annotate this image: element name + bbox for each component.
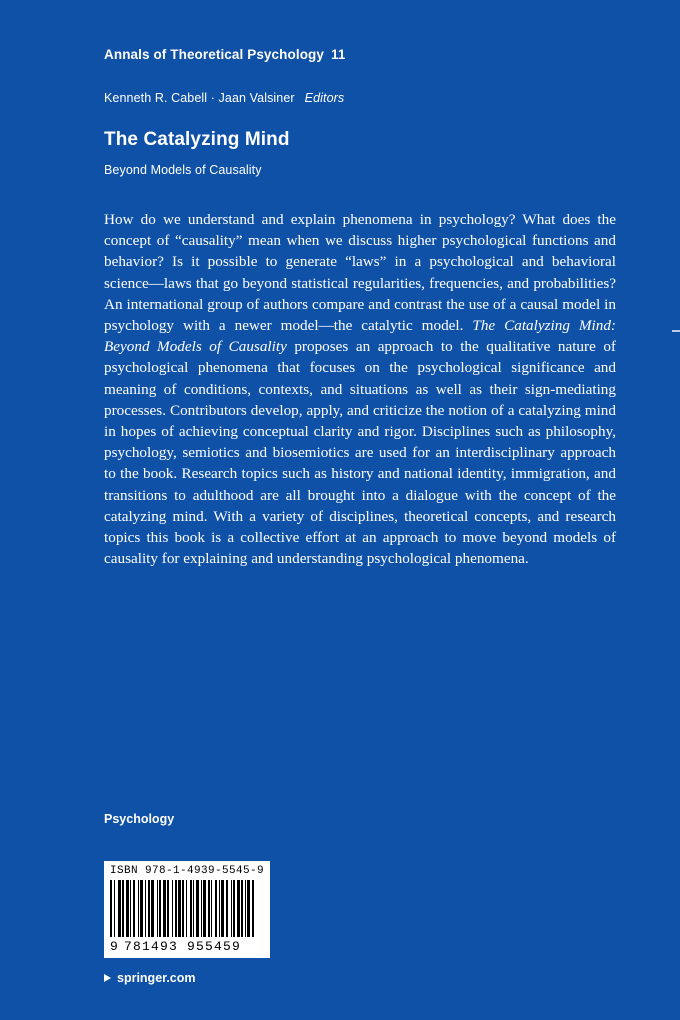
book-title: The Catalyzing Mind (104, 129, 290, 150)
blurb-italic-title: The Catalyzing Mind: Beyond Models of Causality (104, 317, 616, 356)
barcode-bars (110, 880, 264, 937)
editors-role-label: Editors (304, 91, 345, 105)
series-line (104, 47, 620, 62)
isbn-label: ISBN 978-1-4939-5545-9 (110, 865, 265, 877)
publisher-label: springer.com (117, 971, 196, 985)
cover-content (104, 0, 620, 569)
page-edge-mark (672, 330, 680, 332)
series-name: Annals of Theoretical Psychology (104, 47, 324, 62)
blurb-part-2: proposes an approach to the qualitative nature of psychological phenomena that focuses on the psychological significance and meaning of conditions, contexts, and situations as well as their sign-mediating processes. Contributors develop, apply, and criticize the notion of a catalyzing mind in hopes of achieving conceptual clarity and rigor. Disciplines such as philosophy, psychology, semiotics and biosemiotics are used for an interdisciplinary approach to the book. Research topics such as history and national identity, immigration, and transitions to adulthood are all brought into a dialogue with the concept of the catalyzing mind. With a variety of disciplines, theoretical concepts, and research topics this book is a collective effort at an approach to move beyond models of causality for explaining and understanding psychological phenomena. (104, 338, 616, 568)
barcode (104, 861, 270, 958)
barcode-digits (110, 939, 264, 954)
blurb-part-1: How do we understand and explain phenomena in psychology? What does the concept of “causality” mean when we discuss higher psychological functions and behavior? Is it possible to generate “laws” in a psychological and behavioral science—laws that go beyond statistical regularities, frequencies, and probabilities? An international group of authors compare and contrast the use of a causal model in psychology with a newer model—the catalytic model. (104, 211, 616, 335)
subject-category: Psychology (104, 812, 175, 826)
play-triangle-icon (104, 974, 111, 982)
barcode-main-digits: 781493 955459 (124, 939, 242, 954)
series-volume: 11 (331, 47, 346, 62)
publisher-link[interactable] (104, 971, 196, 985)
editor-names: Kenneth R. Cabell · Jaan Valsiner (104, 91, 295, 105)
book-subtitle: Beyond Models of Causality (104, 163, 262, 177)
barcode-lead-digit: 9 (110, 939, 120, 954)
editors-line (104, 91, 620, 105)
back-cover-blurb (104, 209, 616, 569)
